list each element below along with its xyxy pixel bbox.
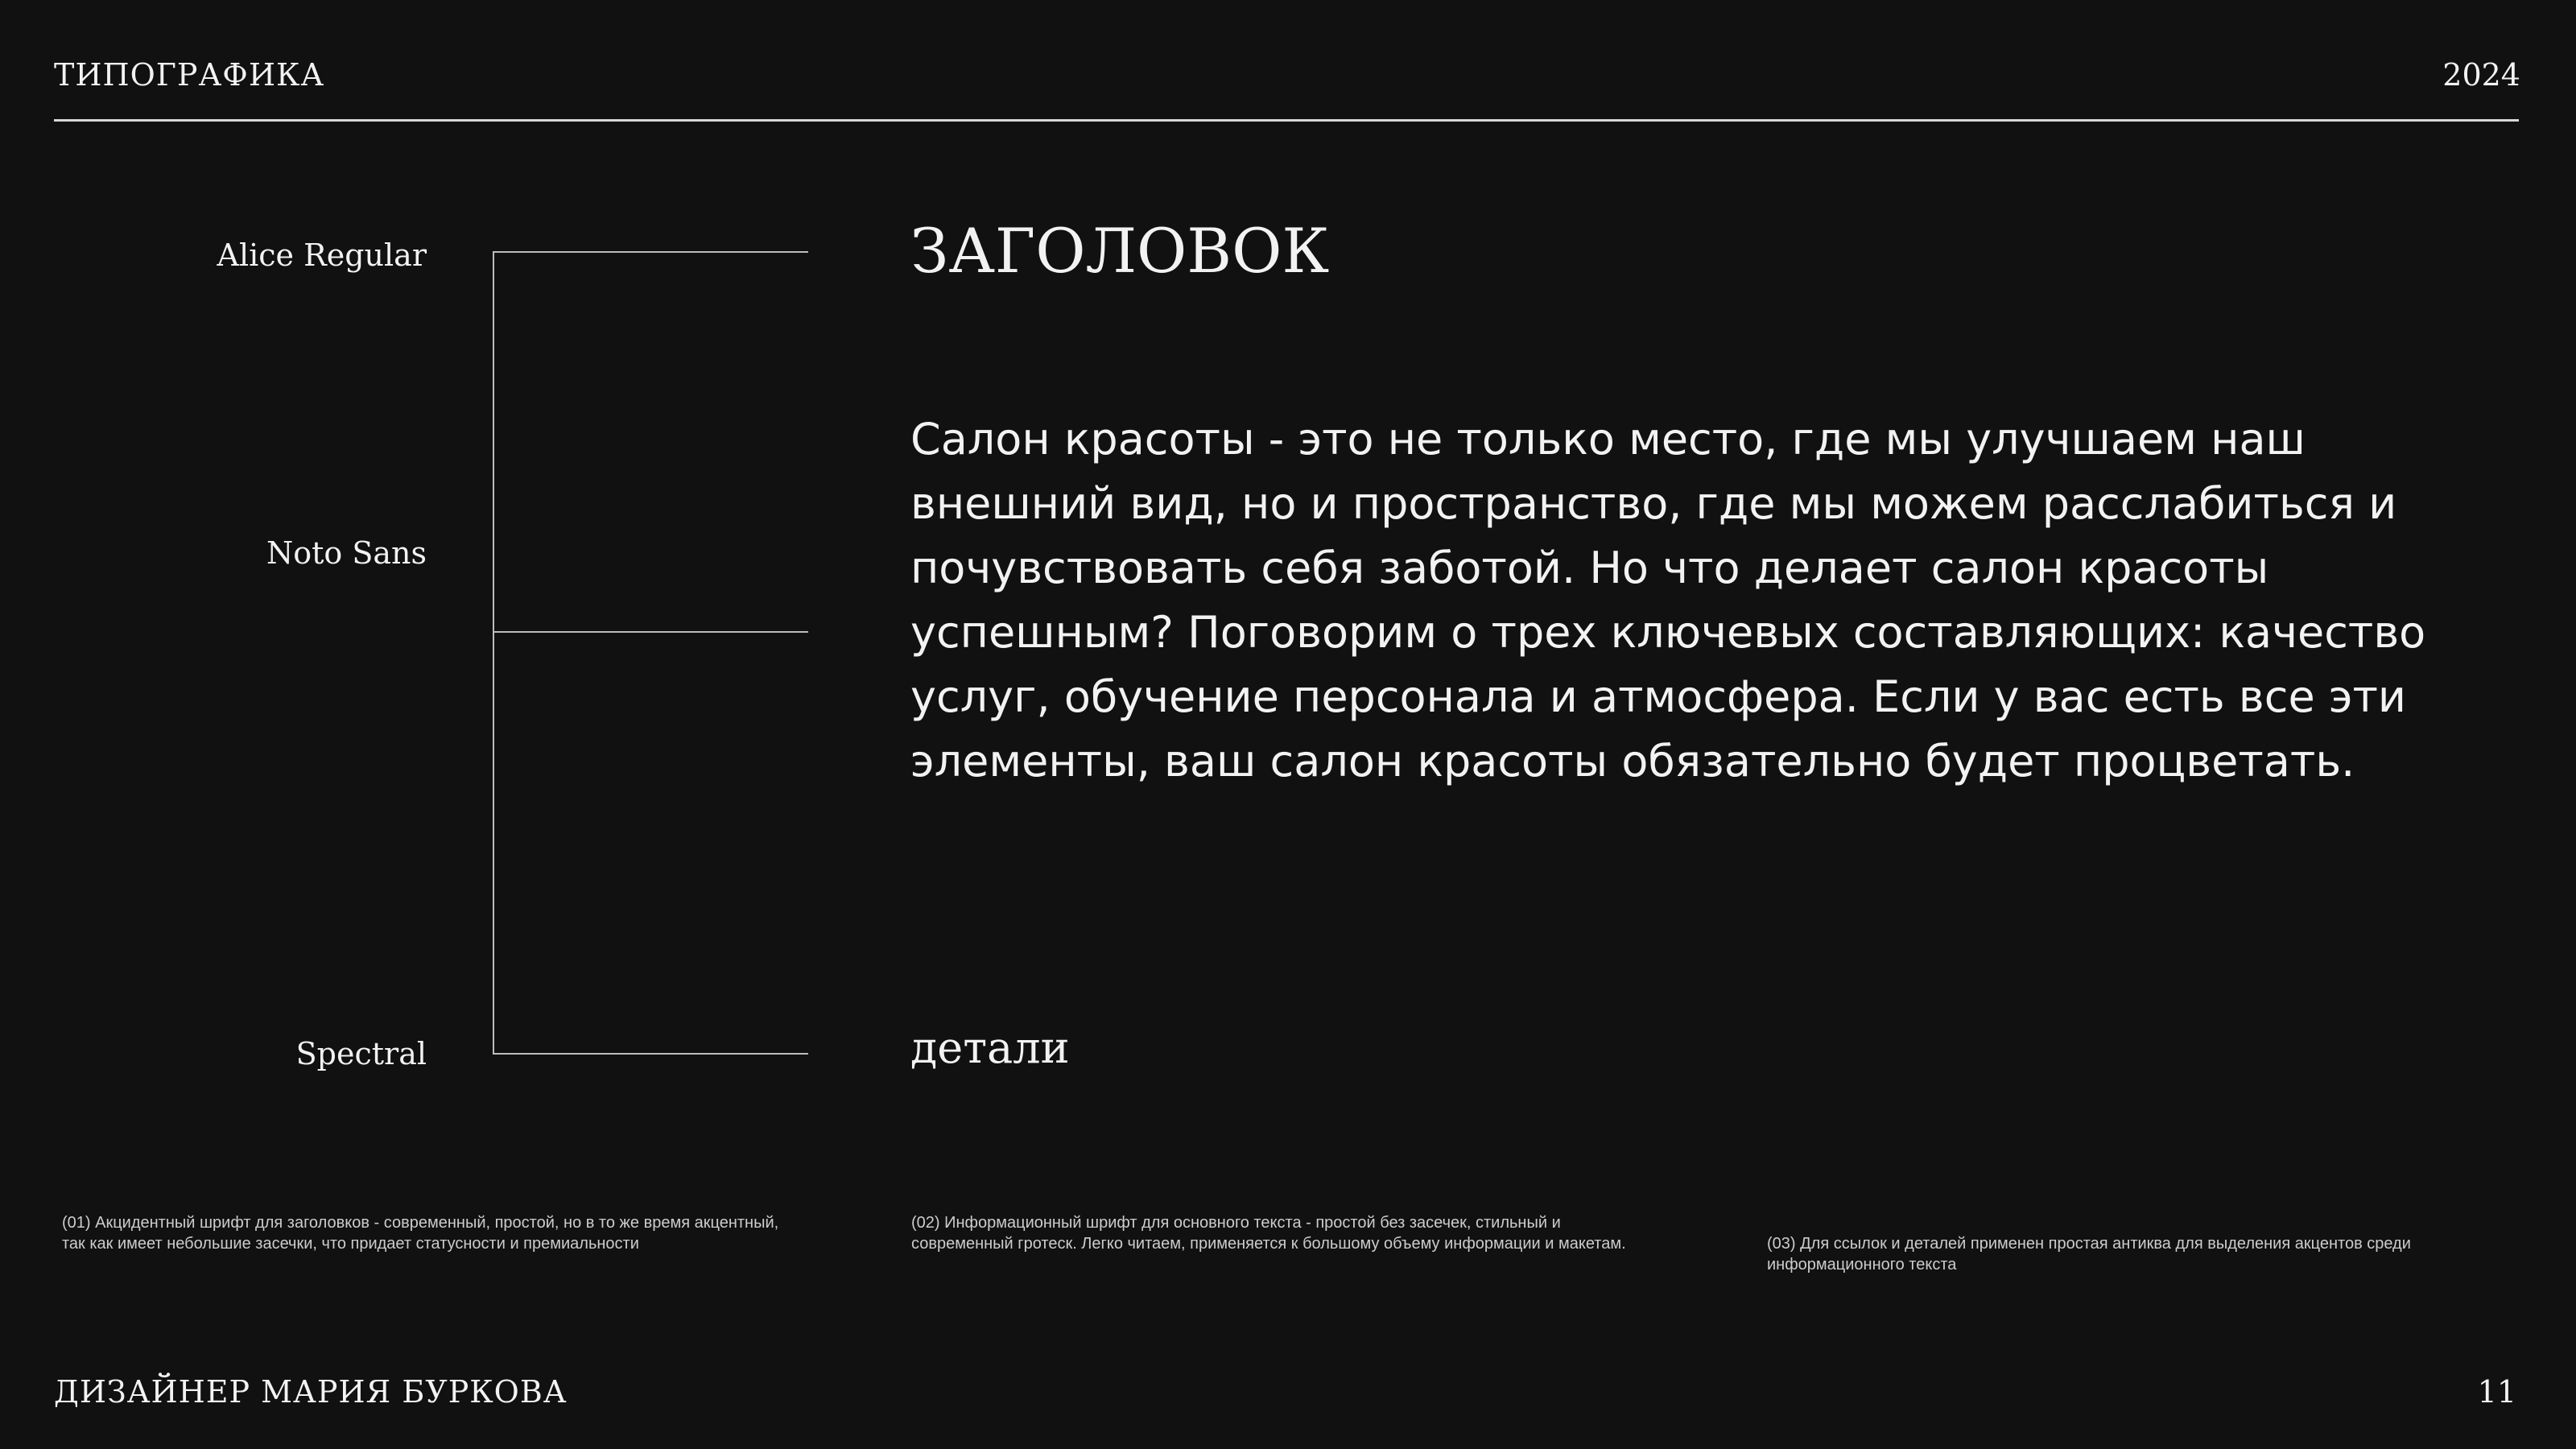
body-text-sample: Салон красоты - это не только место, где мы улучшаем наш внешний вид, но и пространство, где мы можем расслабиться и почувствовать себя заботой. Но что делает салон красоты успешным? Поговорим о трех ключевых составляющих: качество услуг, обучение персонала и атмосфера. Если у вас есть все эти элементы, ваш салон красоты обязательно будет процветать. [910, 414, 2426, 786]
font-note-2: (02) Информационный шрифт для основного текста - простой без засечек, стильный и современный гротеск. Легко читаем, применяется к большому объему информации и макетам. [911, 1214, 1626, 1253]
font-bracket-vertical-line [493, 251, 494, 1055]
heading-sample: ЗАГОЛОВОК [910, 215, 1330, 287]
font-name-noto-sans: Noto Sans [266, 535, 427, 571]
designer-name: ДИЗАЙНЕР МАРИЯ БУРКОВА [54, 1374, 568, 1410]
font-bracket-body-connector [493, 631, 808, 633]
font-bracket-heading-connector [493, 251, 808, 253]
font-name-spectral: Spectral [295, 1036, 427, 1071]
font-bracket-details-connector [493, 1053, 808, 1055]
year-label: 2024 [2442, 57, 2520, 93]
header-divider [54, 119, 2519, 122]
font-note-3: (03) Для ссылок и деталей применен простая антиква для выделения акцентов среди информационного текста [1767, 1235, 2411, 1274]
font-name-alice-regular: Alice Regular [217, 237, 427, 273]
section-title: ТИПОГРАФИКА [54, 57, 325, 93]
page-number: 11 [2477, 1374, 2516, 1410]
details-sample: детали [910, 1022, 1070, 1073]
font-note-1: (01) Акцидентный шрифт для заголовков - современный, простой, но в то же время акцентный, так как имеет небольшие засечки, что придает статусности и премиальности [62, 1214, 779, 1253]
